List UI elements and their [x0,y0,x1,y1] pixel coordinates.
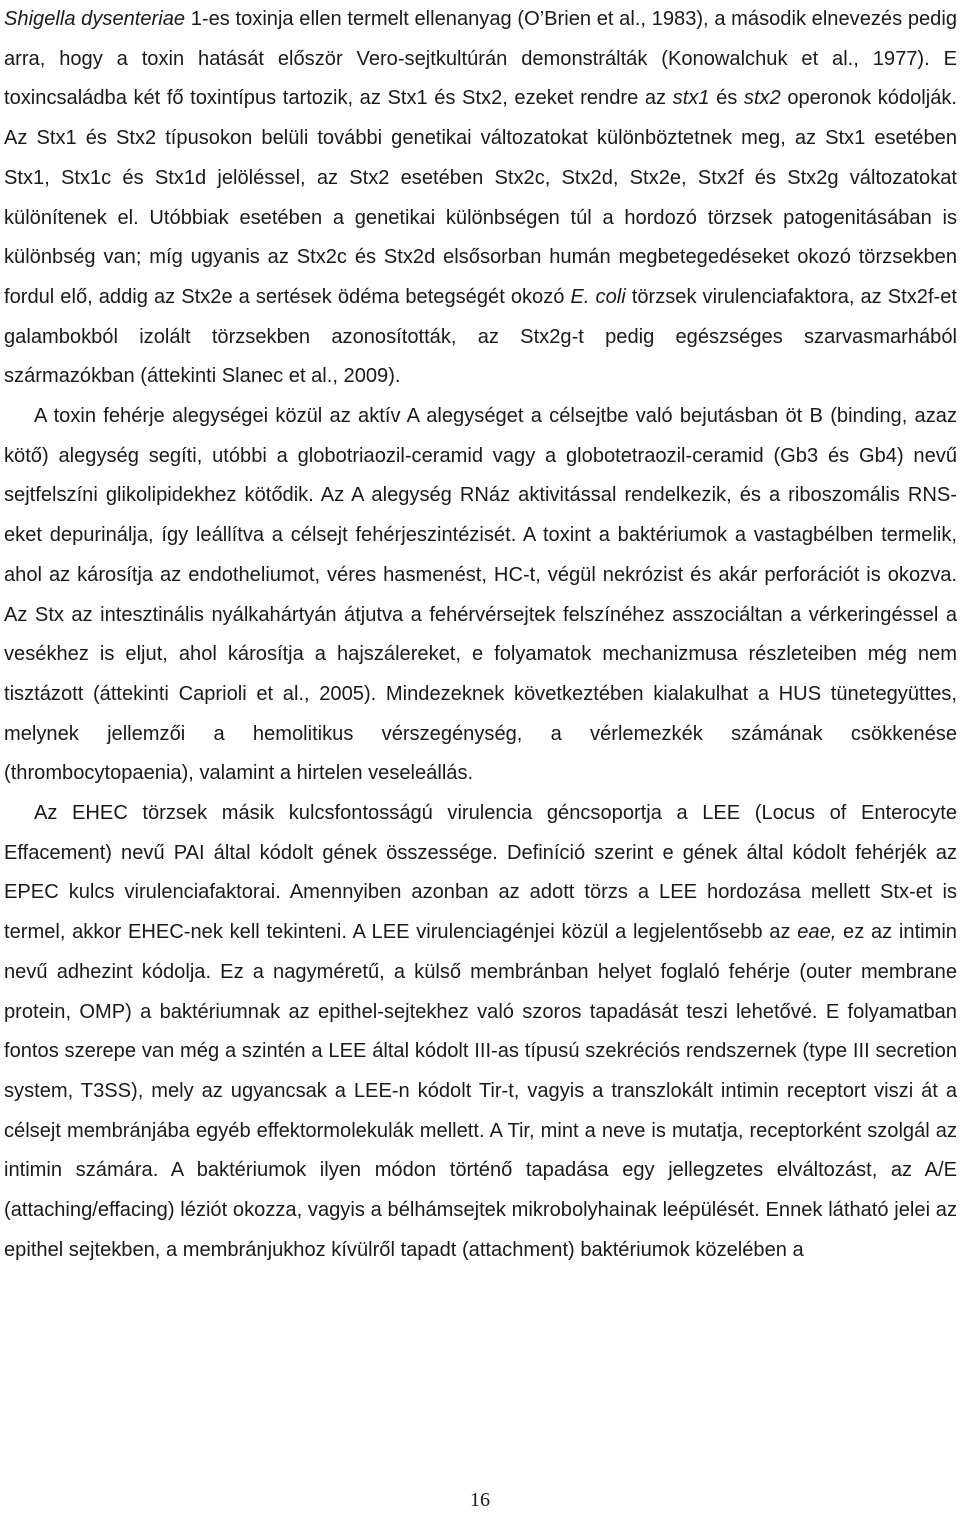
italic-text: E. coli [570,285,626,308]
text-run: és [709,87,744,110]
body-text [4,0,957,1271]
page-number: 16 [470,1489,490,1511]
text-run: Az EHEC törzsek másik kulcsfontosságú virulencia géncsoportja a LEE (Locus of Enterocyte Effacement) nevű PAI által kódolt gének összessége. Definíció szerint e gének által kódolt fehérjék az EPEC kulcs virulenciafaktorai. Amennyiben azonban az adott törzs a LEE hordozása mellett Stx-et is termel, akkor EHEC-nek kell tekinteni. A LEE virulenciagénjei közül a legjelentősebb az [4,802,957,944]
paragraph [4,397,957,794]
text-run: törzsek virulenciafaktora, az Stx2f-et galambokból izolált törzsekben azonosították, az Stx2g-t pedig egészséges szarvasmarhából származókban (áttekinti Slanec et al., 2009). [4,285,958,388]
italic-text: eae, [797,921,837,944]
paragraph [4,794,957,1270]
paragraph [4,0,957,397]
text-run: 1-es toxinja ellen termelt ellenanyag (O’Brien et al., 1983), a második elnevezés pedig arra, hogy a toxin hatását először Vero-sejtkultúrán demonstrálták (Konowalchuk et al., 1977). E toxincsaládba két fő toxintípus tartozik, az Stx1 és Stx2, ezeket rendre az [4,8,957,110]
text-run: A toxin fehérje alegységei közül az aktív A alegységet a célsejtbe való bejutásban öt B (binding, azaz kötő) alegység segíti, utóbbi a globotriaozil-ceramid vagy a globotetraozil-ceramid (Gb3 és Gb4) nevű sejtfelszíni glikolipidekhez kötődik. Az A alegység RNáz aktivitással rendelkezik, és a riboszomális RNS-eket depurinálja, így leállítva a célsejt fehérjeszintézisét. A toxint a baktériumok a vastagbélben termelik, ahol az károsítja az endotheliumot, véres hasmenést, HC-t, végül nekrózist és akár perforációt is okozva. Az Stx az intesztinális nyálkahártyán átjutva a fehérvérsejtek felszínéhez asszociáltan a vérkeringéssel a vesékhez is eljut, ahol károsítja a hajszálereket, e folyamatok mechanizmusa részleteiben még nem tisztázott (áttekinti Caprioli et al., 2005). Mindezeknek következtében kialakulhat a HUS tünetegyüttes, melynek jellemzői a hemolitikus vérszegénység, a vérlemezkék számának csökkenése (thrombocytopaenia), valamint a hirtelen veseleállás. [4,405,957,785]
italic-text: stx1 [672,87,710,110]
text-run: ez az intimin nevű adhezint kódolja. Ez a nagyméretű, a külső membránban helyet foglaló fehérje (outer membrane protein, OMP) a baktériumnak az epithel-sejtekhez való szoros tapadását teszi lehetővé. E folyamatban fontos szerepe van még a szintén a LEE által kódolt III-as típusú szekréciós rendszernek (type III secretion system, T3SS), mely az ugyancsak a LEE-n kódolt Tir-t, vagyis a transzlokált intimin receptort viszi át a célsejt membránjába egyéb effektormolekulák mellett. A Tir, mint a neve is mutatja, receptorként szolgál az intimin számára. A baktériumok ilyen módon történő tapadása egy jellegzetes elváltozást, az A/E (attaching/effacing) léziót okozza, vagyis a bélhámsejtek mikrobolyhainak leépülését. Ennek látható jelei az epithel sejtekben, a membránjukhoz kívülről tapadt (attachment) baktériumok közelében a [4,921,957,1261]
text-run: operonok kódolják. Az Stx1 és Stx2 típusokon belüli további genetikai változatokat különböztetnek meg, az Stx1 esetében Stx1, Stx1c és Stx1d jelöléssel, az Stx2 esetében Stx2c, Stx2d, Stx2e, Stx2f és Stx2g változatokat különítenek el. Utóbbiak esetében a genetikai különbségen túl a hordozó törzsek patogenitásában is különbség van; míg ugyanis az Stx2c és Stx2d elsősorban humán megbetegedéseket okozó törzsekben fordul elő, addig az Stx2e a sertések ödéma betegségét okozó [4,87,957,308]
italic-text: Shigella dysenteriae [4,8,186,30]
italic-text: stx2 [743,87,781,110]
